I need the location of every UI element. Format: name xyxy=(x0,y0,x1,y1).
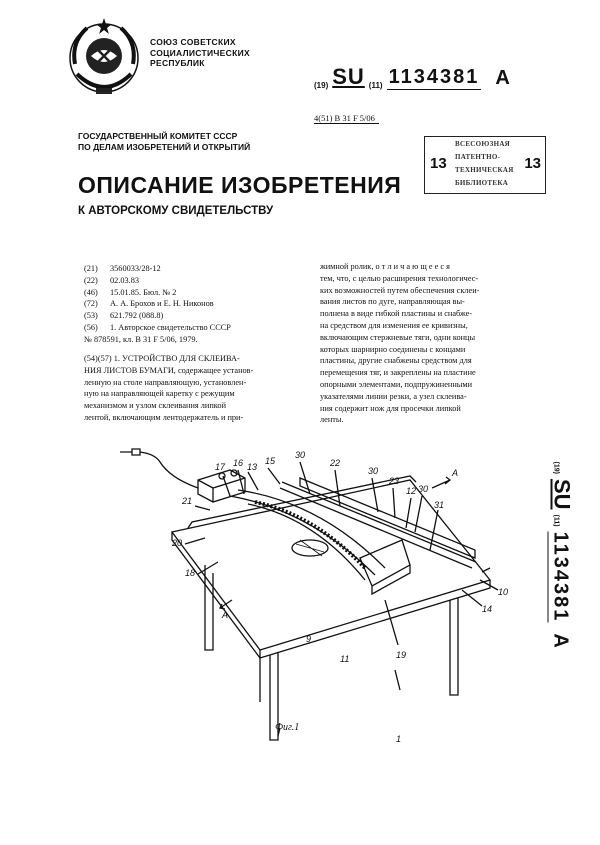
side-number-tag: (11) xyxy=(552,514,560,527)
ipc-classification: 4(51) B 31 F 5/06 xyxy=(314,113,379,124)
side-country-code: SU xyxy=(549,478,575,510)
library-stamp xyxy=(424,136,546,194)
biblio-row xyxy=(84,310,231,322)
patent-kind: A xyxy=(495,67,510,89)
biblio-code: (46) xyxy=(84,287,98,297)
abstract-line: опорными элементами, подпружиненными xyxy=(320,379,473,389)
abstract-left-column xyxy=(84,353,309,424)
stamp-number-left: 13 xyxy=(430,155,447,172)
abstract-line: указателями линии резки, а узел склеива- xyxy=(320,391,467,401)
ref-label: 1 xyxy=(396,734,402,744)
stamp-number-right: 13 xyxy=(524,155,541,172)
biblio-row xyxy=(84,334,231,346)
org-line: СОЮЗ СОВЕТСКИХ xyxy=(150,37,236,47)
biblio-text: 02.03.83 xyxy=(110,275,140,285)
abstract-line: ленную на столе направляющую, установлен- xyxy=(84,377,247,387)
ref-label: 13 xyxy=(247,462,258,472)
patent-number: 1134381 xyxy=(388,66,480,88)
side-code-tag: (19) xyxy=(552,461,560,474)
biblio-text: 1. Авторское свидетельство СССР xyxy=(110,322,231,332)
country-code: SU xyxy=(332,64,365,89)
ref-label: 30 xyxy=(368,466,379,476)
ref-label: 18 xyxy=(185,568,196,578)
committee-line: ПО ДЕЛАМ ИЗОБРЕТЕНИЙ И ОТКРЫТИЙ xyxy=(78,142,251,152)
abstract-line: (54)(57) 1. УСТРОЙСТВО ДЛЯ СКЛЕИВА- xyxy=(84,354,240,363)
number-tag: (11) xyxy=(368,81,383,90)
ref-label: 30 xyxy=(295,450,306,460)
ref-label: 16 xyxy=(233,458,244,468)
ref-label: 17 xyxy=(215,462,226,472)
abstract-line: механизмом и узлом склеивания липкой xyxy=(84,401,227,411)
ref-label: 31 xyxy=(434,500,445,510)
ussr-emblem-icon xyxy=(63,14,145,102)
biblio-text: А. А. Брохов и Е. Н. Никонов xyxy=(110,299,214,309)
patent-identifier xyxy=(314,64,510,90)
ref-label: 12 xyxy=(406,486,417,496)
abstract-line: ленты. xyxy=(320,415,344,425)
document-title: ОПИСАНИЕ ИЗОБРЕТЕНИЯ xyxy=(78,172,402,198)
abstract-line: которых шарнирно соединены с концами xyxy=(320,344,466,354)
abstract-line: перемещения тяг, и закреплены на пластине xyxy=(320,368,476,378)
issuing-state xyxy=(150,37,250,69)
biblio-code: (22) xyxy=(84,275,98,285)
biblio-code: (53) xyxy=(84,311,98,321)
abstract-line: на средством для изменения ее кривизны, xyxy=(320,320,468,330)
ref-label: 9 xyxy=(306,634,312,644)
abstract-line: тем, что, с целью расширения технологичес- xyxy=(320,273,479,283)
biblio-row xyxy=(84,298,231,310)
figure-caption: Фиг.1 xyxy=(275,722,300,733)
ref-label: 20 xyxy=(172,538,183,548)
ref-label: A xyxy=(222,610,229,620)
abstract-line: лентой, включающим лентодержатель и при- xyxy=(84,412,244,422)
biblio-text: № 878591, кл. В 31 F 5/06, 1979. xyxy=(84,334,198,344)
abstract-line: ния содержит нож для просечки липкой xyxy=(320,403,461,413)
biblio-text: 15.01.85. Бюл. № 2 xyxy=(110,287,177,297)
stamp-line: ПАТЕНТНО- xyxy=(455,153,501,161)
biblio-text: 621.792 (088.8) xyxy=(110,311,164,321)
stamp-line: БИБЛИОТЕКА xyxy=(455,179,509,187)
abstract-line: пластины, другие снабжены средством для xyxy=(320,356,472,366)
side-patent-number xyxy=(540,455,580,695)
code-tag: (19) xyxy=(314,81,329,90)
committee xyxy=(78,131,250,153)
ref-label: A xyxy=(452,468,459,478)
biblio-code: (72) xyxy=(84,299,98,309)
committee-line: ГОСУДАРСТВЕННЫЙ КОМИТЕТ СССР xyxy=(78,131,238,141)
biblio-row xyxy=(84,263,231,275)
biblio-code: (56) xyxy=(84,322,98,332)
ref-label: 30 xyxy=(418,484,429,494)
biblio-row xyxy=(84,287,231,299)
stamp-line: ВСЕСОЮЗНАЯ xyxy=(455,140,511,148)
ref-label: 21 xyxy=(182,496,193,506)
ref-label: 23 xyxy=(389,476,400,486)
abstract-line: включающим стержневые тяги, одни концы xyxy=(320,332,476,342)
abstract-line: вания листов по дуге, направляющая вы- xyxy=(320,297,465,307)
org-line: РЕСПУБЛИК xyxy=(150,58,205,68)
abstract-line: жимной ролик, о т л и ч а ю щ е е с я xyxy=(320,262,450,271)
org-line: СОЦИАЛИСТИЧЕСКИХ xyxy=(150,47,250,58)
biblio-row xyxy=(84,322,231,334)
abstract-line: НИЯ ЛИСТОВ БУМАГИ, содержащее установ- xyxy=(84,365,254,375)
side-patent-kind: A xyxy=(549,633,572,648)
abstract-right-column xyxy=(320,261,544,426)
bibliographic-data xyxy=(84,263,231,346)
ref-label: 19 xyxy=(396,650,407,660)
document-subtitle: К АВТОРСКОМУ СВИДЕТЕЛЬСТВУ xyxy=(78,205,274,217)
biblio-row xyxy=(84,275,231,287)
biblio-code: (21) xyxy=(84,264,98,273)
biblio-text: 3560033/28-12 xyxy=(110,264,161,273)
ref-label: 15 xyxy=(265,456,276,466)
stamp-line: ТЕХНИЧЕСКАЯ xyxy=(455,166,514,174)
device-drawing xyxy=(110,440,530,745)
ref-label: 10 xyxy=(498,587,509,597)
abstract-line: полнена в виде гибкой пластины и снабже- xyxy=(320,309,473,319)
abstract-line: ких возможностей путем обеспечения склеи- xyxy=(320,285,480,295)
ref-label: 14 xyxy=(482,604,493,614)
side-patent-number-value: 1134381 xyxy=(549,531,572,623)
ref-label: 11 xyxy=(340,654,350,664)
ref-label: 22 xyxy=(330,458,341,468)
abstract-line: ную на направляющей каретку с режущим xyxy=(84,389,235,399)
